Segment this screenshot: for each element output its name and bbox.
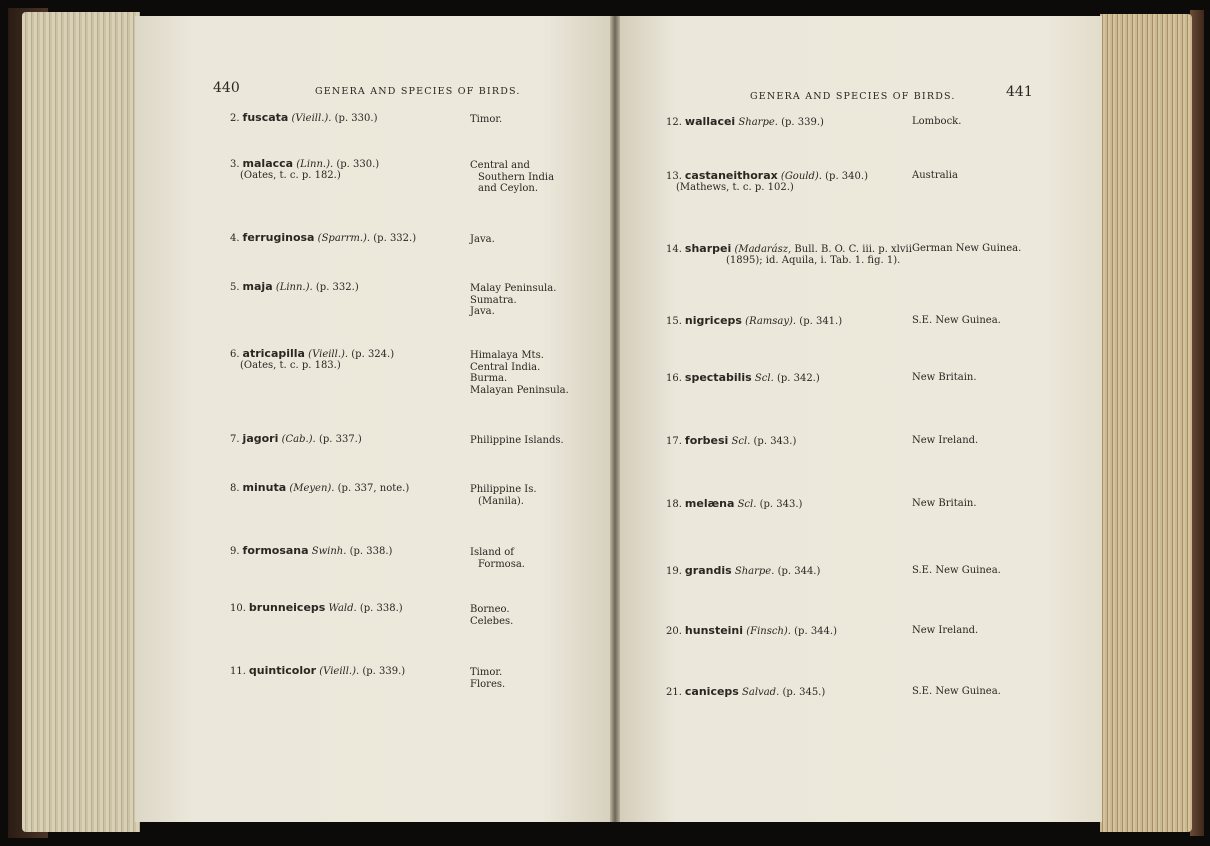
page-reference: (p. 330.) [336,159,380,170]
distribution-line: Australia [912,170,958,181]
distribution-line: New Britain. [912,372,977,383]
book-cover-right [1190,10,1204,836]
species-name: minuta [242,481,287,494]
page-reference: (p. 341.) [799,316,843,327]
entry-number: 10. [230,603,246,614]
species-name: grandis [684,564,732,577]
page-reference: (p. 345.) [782,687,826,698]
species-entry [666,435,796,448]
species-entry [230,281,359,294]
secondary-reference-text: (Oates, t. c. p. 182.) [240,170,341,181]
species-authority: (Sparrm.). [317,233,371,244]
species-entry [230,602,403,615]
right-running-head: GENERA AND SPECIES OF BIRDS. [750,91,956,102]
distribution-line: Celebes. [470,615,514,627]
species-name: quinticolor [248,664,317,677]
species-entry [666,686,825,699]
distribution-line: S.E. New Guinea. [912,315,1001,326]
secondary-reference-text: (Oates, t. c. p. 183.) [240,360,341,371]
species-authority: (Madarász, [734,244,792,255]
species-authority: Salvad. [742,687,780,698]
distribution-line: S.E. New Guinea. [912,565,1001,576]
distribution-line: (Manila). [478,495,524,507]
entry-number: 20. [666,626,682,637]
species-entry [230,112,377,125]
page-reference: (p. 343.) [759,499,803,510]
secondary-reference [676,182,794,194]
entry-number: 2. [230,113,240,124]
distribution-line: Java. [470,234,495,245]
distribution-line: Southern India [478,171,555,183]
page-reference: (p. 330.) [334,113,378,124]
distribution-line: New Ireland. [912,625,979,636]
species-name: melæna [684,497,735,510]
page-reference: (p. 332.) [315,282,359,293]
distribution-line: Formosa. [478,558,525,570]
species-entry [666,565,820,578]
page-edges-right [1100,14,1192,832]
species-entry [230,545,392,558]
left-page-number: 440 [213,80,240,96]
species-authority: (Vieill.). [291,113,332,124]
species-name: hunsteini [684,624,744,637]
distribution-line: New Ireland. [912,435,979,446]
entry-number: 3. [230,159,240,170]
secondary-reference [240,170,341,182]
species-entry [666,116,824,129]
page-reference: (p. 338.) [359,603,403,614]
species-entry [230,433,362,446]
secondary-reference [726,255,900,267]
distribution-line: Malay Peninsula. [470,283,557,294]
distribution-line: and Ceylon. [478,183,539,194]
species-authority: Sharpe. [734,566,775,577]
species-authority: (Gould). [780,171,822,182]
species-authority: Swinh. [311,546,347,557]
species-name: spectabilis [684,371,752,384]
distribution-line: Philippine Is. [470,484,537,495]
page-reference: (p. 332.) [373,233,417,244]
page-reference: (p. 343.) [753,436,797,447]
species-name: atricapilla [242,347,305,360]
species-name: forbesi [684,434,729,447]
species-name: maja [242,280,273,293]
species-authority: Scl. [754,373,774,384]
species-name: wallacei [684,115,736,128]
species-authority: (Vieill.). [319,666,360,677]
entry-number: 7. [230,434,240,445]
distribution-line: Central India. [470,361,541,373]
entry-number: 5. [230,282,240,293]
species-name: jagori [242,432,279,445]
distribution-line: Island of [470,547,514,558]
distribution-line: Burma. [470,373,508,384]
distribution-line: Central and [470,160,530,171]
distribution-line: Philippine Islands. [470,435,564,446]
species-entry [230,665,405,678]
page-reference: (p. 337.) [318,434,362,445]
entry-number: 4. [230,233,240,244]
species-authority: (Vieill.). [308,349,349,360]
distribution-line: Flores. [470,678,506,690]
species-entry [666,625,837,638]
page-reference: (p. 344.) [777,566,821,577]
page-reference: (p. 339.) [781,117,824,128]
species-authority: (Meyen). [289,483,335,494]
entry-number: 12. [666,117,682,128]
species-entry [230,482,409,495]
page-reference: (p. 340.) [825,171,868,182]
secondary-reference-text: (Mathews, t. c. p. 102.) [676,182,794,193]
page-reference: (p. 324.) [351,349,395,360]
entry-number: 9. [230,546,240,557]
distribution-line: Lombock. [912,116,962,127]
entry-number: 19. [666,566,682,577]
entry-number: 11. [230,666,246,677]
distribution-line: New Britain. [912,498,977,509]
species-name: caniceps [684,685,739,698]
distribution-line: S.E. New Guinea. [912,686,1001,697]
species-entry [230,232,416,245]
distribution-line: Himalaya Mts. [470,350,544,361]
species-authority: Wald. [328,603,357,614]
page-reference: (p. 344.) [794,626,837,637]
entry-number: 21. [666,687,682,698]
species-authority: (Cab.). [281,434,316,445]
page-reference: Bull. B. O. C. iii. p. xlvii [794,244,912,255]
distribution-line: Java. [470,306,495,317]
species-authority: Scl. [737,499,757,510]
secondary-reference-text: (1895); id. Aquila, i. Tab. 1. fig. 1). [726,255,901,266]
entry-number: 14. [666,244,682,255]
entry-number: 15. [666,316,682,327]
species-entry [666,315,842,328]
entry-number: 16. [666,373,682,384]
species-entry [666,498,802,511]
species-name: sharpei [684,242,732,255]
distribution-line: Timor. [470,667,503,678]
page-reference: (p. 342.) [776,373,820,384]
species-authority: (Linn.). [275,282,313,293]
species-authority: Scl. [731,436,751,447]
species-name: formosana [242,544,309,557]
entry-number: 18. [666,499,682,510]
species-name: ferruginosa [242,231,315,244]
entry-number: 6. [230,349,240,360]
page-reference: (p. 337, note.) [337,483,410,494]
distribution-line: Borneo. [470,604,510,615]
distribution-line: Sumatra. [470,294,517,306]
entry-number: 17. [666,436,682,447]
species-authority: (Ramsay). [745,316,797,327]
species-entry [666,372,820,385]
distribution-line: Timor. [470,114,503,125]
left-page [135,16,613,822]
distribution-line: Malayan Peninsula. [470,384,569,396]
species-name: malacca [242,157,294,170]
right-page [618,16,1102,822]
right-page-number: 441 [1006,84,1033,100]
entry-number: 8. [230,483,240,494]
species-name: castaneithorax [684,169,778,182]
page-edges-left [22,12,140,832]
page-reference: (p. 338.) [349,546,393,557]
species-name: fuscata [242,111,289,124]
species-name: brunneiceps [248,601,326,614]
species-authority: (Finsch). [746,626,791,637]
species-authority: Sharpe. [738,117,778,128]
left-running-head: GENERA AND SPECIES OF BIRDS. [315,86,521,97]
page-reference: (p. 339.) [362,666,406,677]
species-name: nigriceps [684,314,742,327]
entry-number: 13. [666,171,682,182]
species-authority: (Linn.). [296,159,334,170]
secondary-reference [240,360,341,372]
book-gutter [610,16,620,822]
distribution-line: German New Guinea. [912,243,1022,254]
